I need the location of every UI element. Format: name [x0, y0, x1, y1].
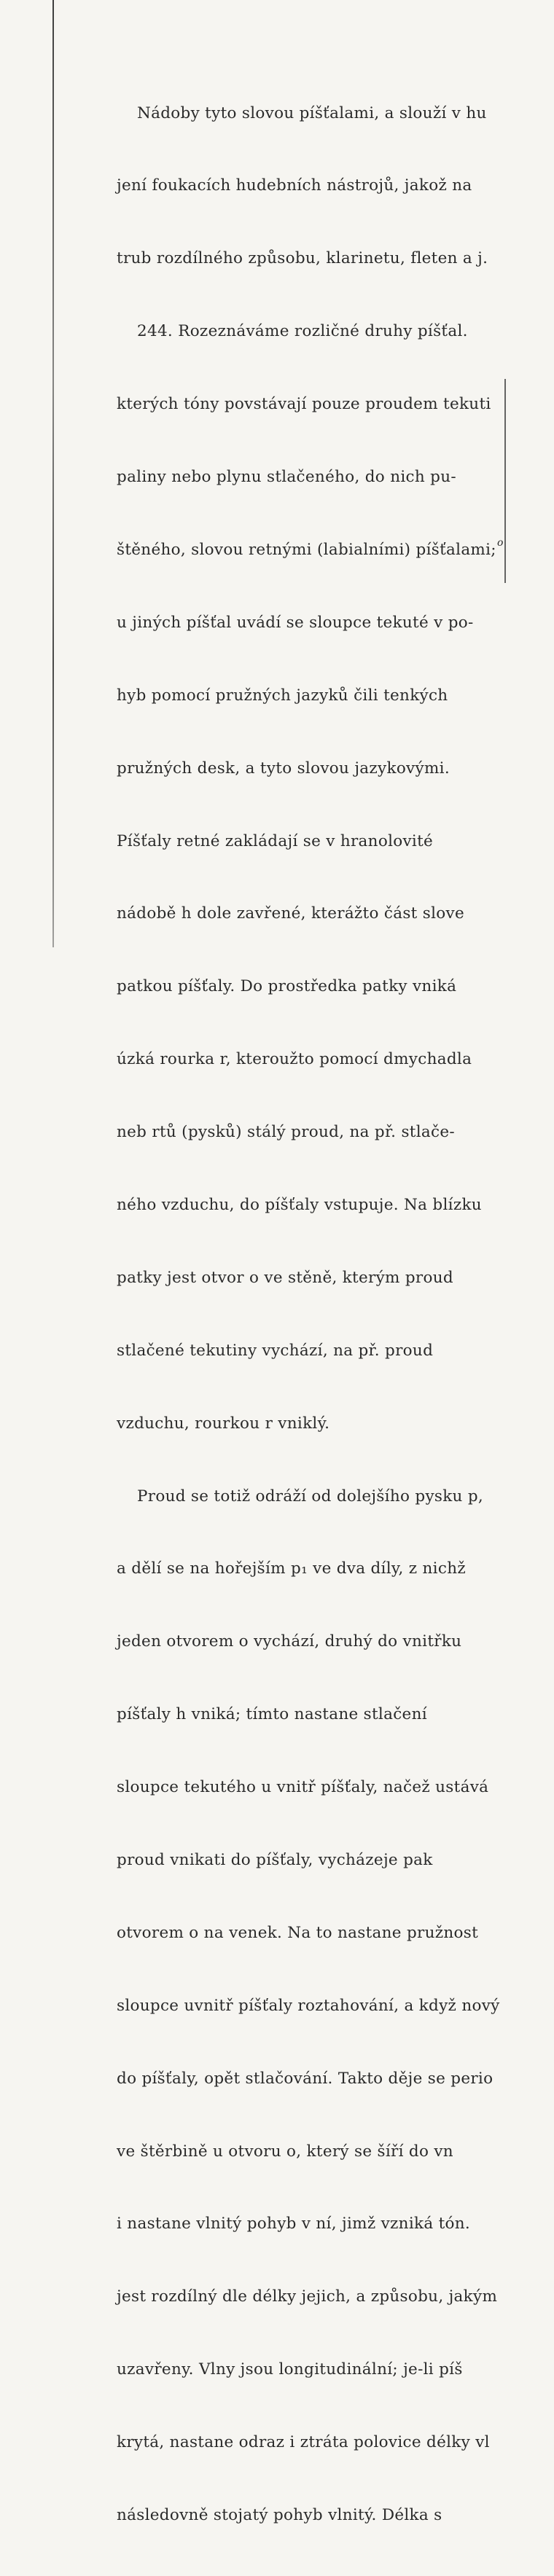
section-heading-line: 244. Rozeznáváme rozličné druhy píšťal.: [137, 322, 468, 341]
text-line: u jiných píšťal uvádí se sloupce tekuté v po-: [117, 613, 474, 632]
text-line: Proud se totiž odráží od dolejšího pysku p,: [137, 1487, 484, 1506]
text-line: patkou píšťaly. Do prostředka patky vniká: [117, 977, 457, 996]
text-line: jení foukacích hudebních nástrojů, jakož na: [117, 176, 472, 195]
text-line: i nastane vlnitý pohyb v ní, jimž vzniká tón.: [117, 2215, 471, 2234]
text-line: proud vnikati do píšťaly, vycházeje pak: [117, 1850, 433, 1869]
text-line: pružných desk, a tyto slovou jazykovými.: [117, 759, 450, 778]
text-line: trub rozdílného způsobu, klarinetu, fleten a j.: [117, 249, 488, 268]
text-line: krytá, nastane odraz i ztráta polovice délky vl: [117, 2433, 490, 2452]
text-line: stlačené tekutiny vychází, na př. proud: [117, 1341, 434, 1360]
text-line: Nádoby tyto slovou píšťalami, a slouží v hu: [137, 103, 487, 122]
text-line: ného vzduchu, do píšťaly vstupuje. Na blízku: [117, 1195, 482, 1214]
text-line: sloupce uvnitř píšťaly roztahování, a když nový: [117, 1996, 500, 2015]
text-line: otvorem o na venek. Na to nastane pružnost: [117, 1923, 479, 1942]
binding-margin-line: [52, 0, 54, 947]
text-line: do píšťaly, opět stlačování. Takto děje se perio: [117, 2069, 493, 2088]
figure-label-o: o: [497, 537, 504, 549]
text-line: uzavřeny. Vlny jsou longitudinální; je-li píš: [117, 2360, 463, 2379]
text-line: a dělí se na hořejším p₁ ve dva díly, z nichž: [117, 1559, 466, 1578]
text-line: ve štěrbině u otvoru o, který se šíří do vn: [117, 2142, 453, 2161]
text-line: patky jest otvor o ve stěně, kterým proud: [117, 1268, 453, 1287]
text-line: hyb pomocí pružných jazyků čili tenkých: [117, 686, 448, 705]
text-line: kterých tóny povstávají pouze proudem tekuti: [117, 395, 491, 414]
text-line: píšťaly h vniká; tímto nastane stlačení: [117, 1705, 427, 1724]
text-line: jest rozdílný dle délky jejich, a způsobu, jakým: [117, 2287, 498, 2306]
text-line: Píšťaly retné zakládají se v hranolovité: [117, 831, 434, 850]
text-line: vzduchu, rourkou r vniklý.: [117, 1414, 330, 1433]
text-line: jeden otvorem o vychází, druhý do vnitřku: [117, 1632, 462, 1651]
text-line: následovně stojatý pohyb vlnitý. Délka s: [117, 2505, 442, 2524]
text-line: nádobě h dole zavřené, kterážto část slove: [117, 904, 464, 923]
body-text: [117, 52, 554, 2576]
text-line: paliny nebo plynu stlačeného, do nich pu-: [117, 468, 456, 487]
text-line: štěného, slovou retnými (labialními) píšťalami;: [117, 540, 496, 559]
text-line: neb rtů (pysků) stálý proud, na př. stlače-: [117, 1123, 455, 1142]
text-line: úzká rourka r, kteroužto pomocí dmychadla: [117, 1050, 472, 1069]
text-line: sloupce tekutého u vnitř píšťaly, načež ustává: [117, 1778, 489, 1797]
